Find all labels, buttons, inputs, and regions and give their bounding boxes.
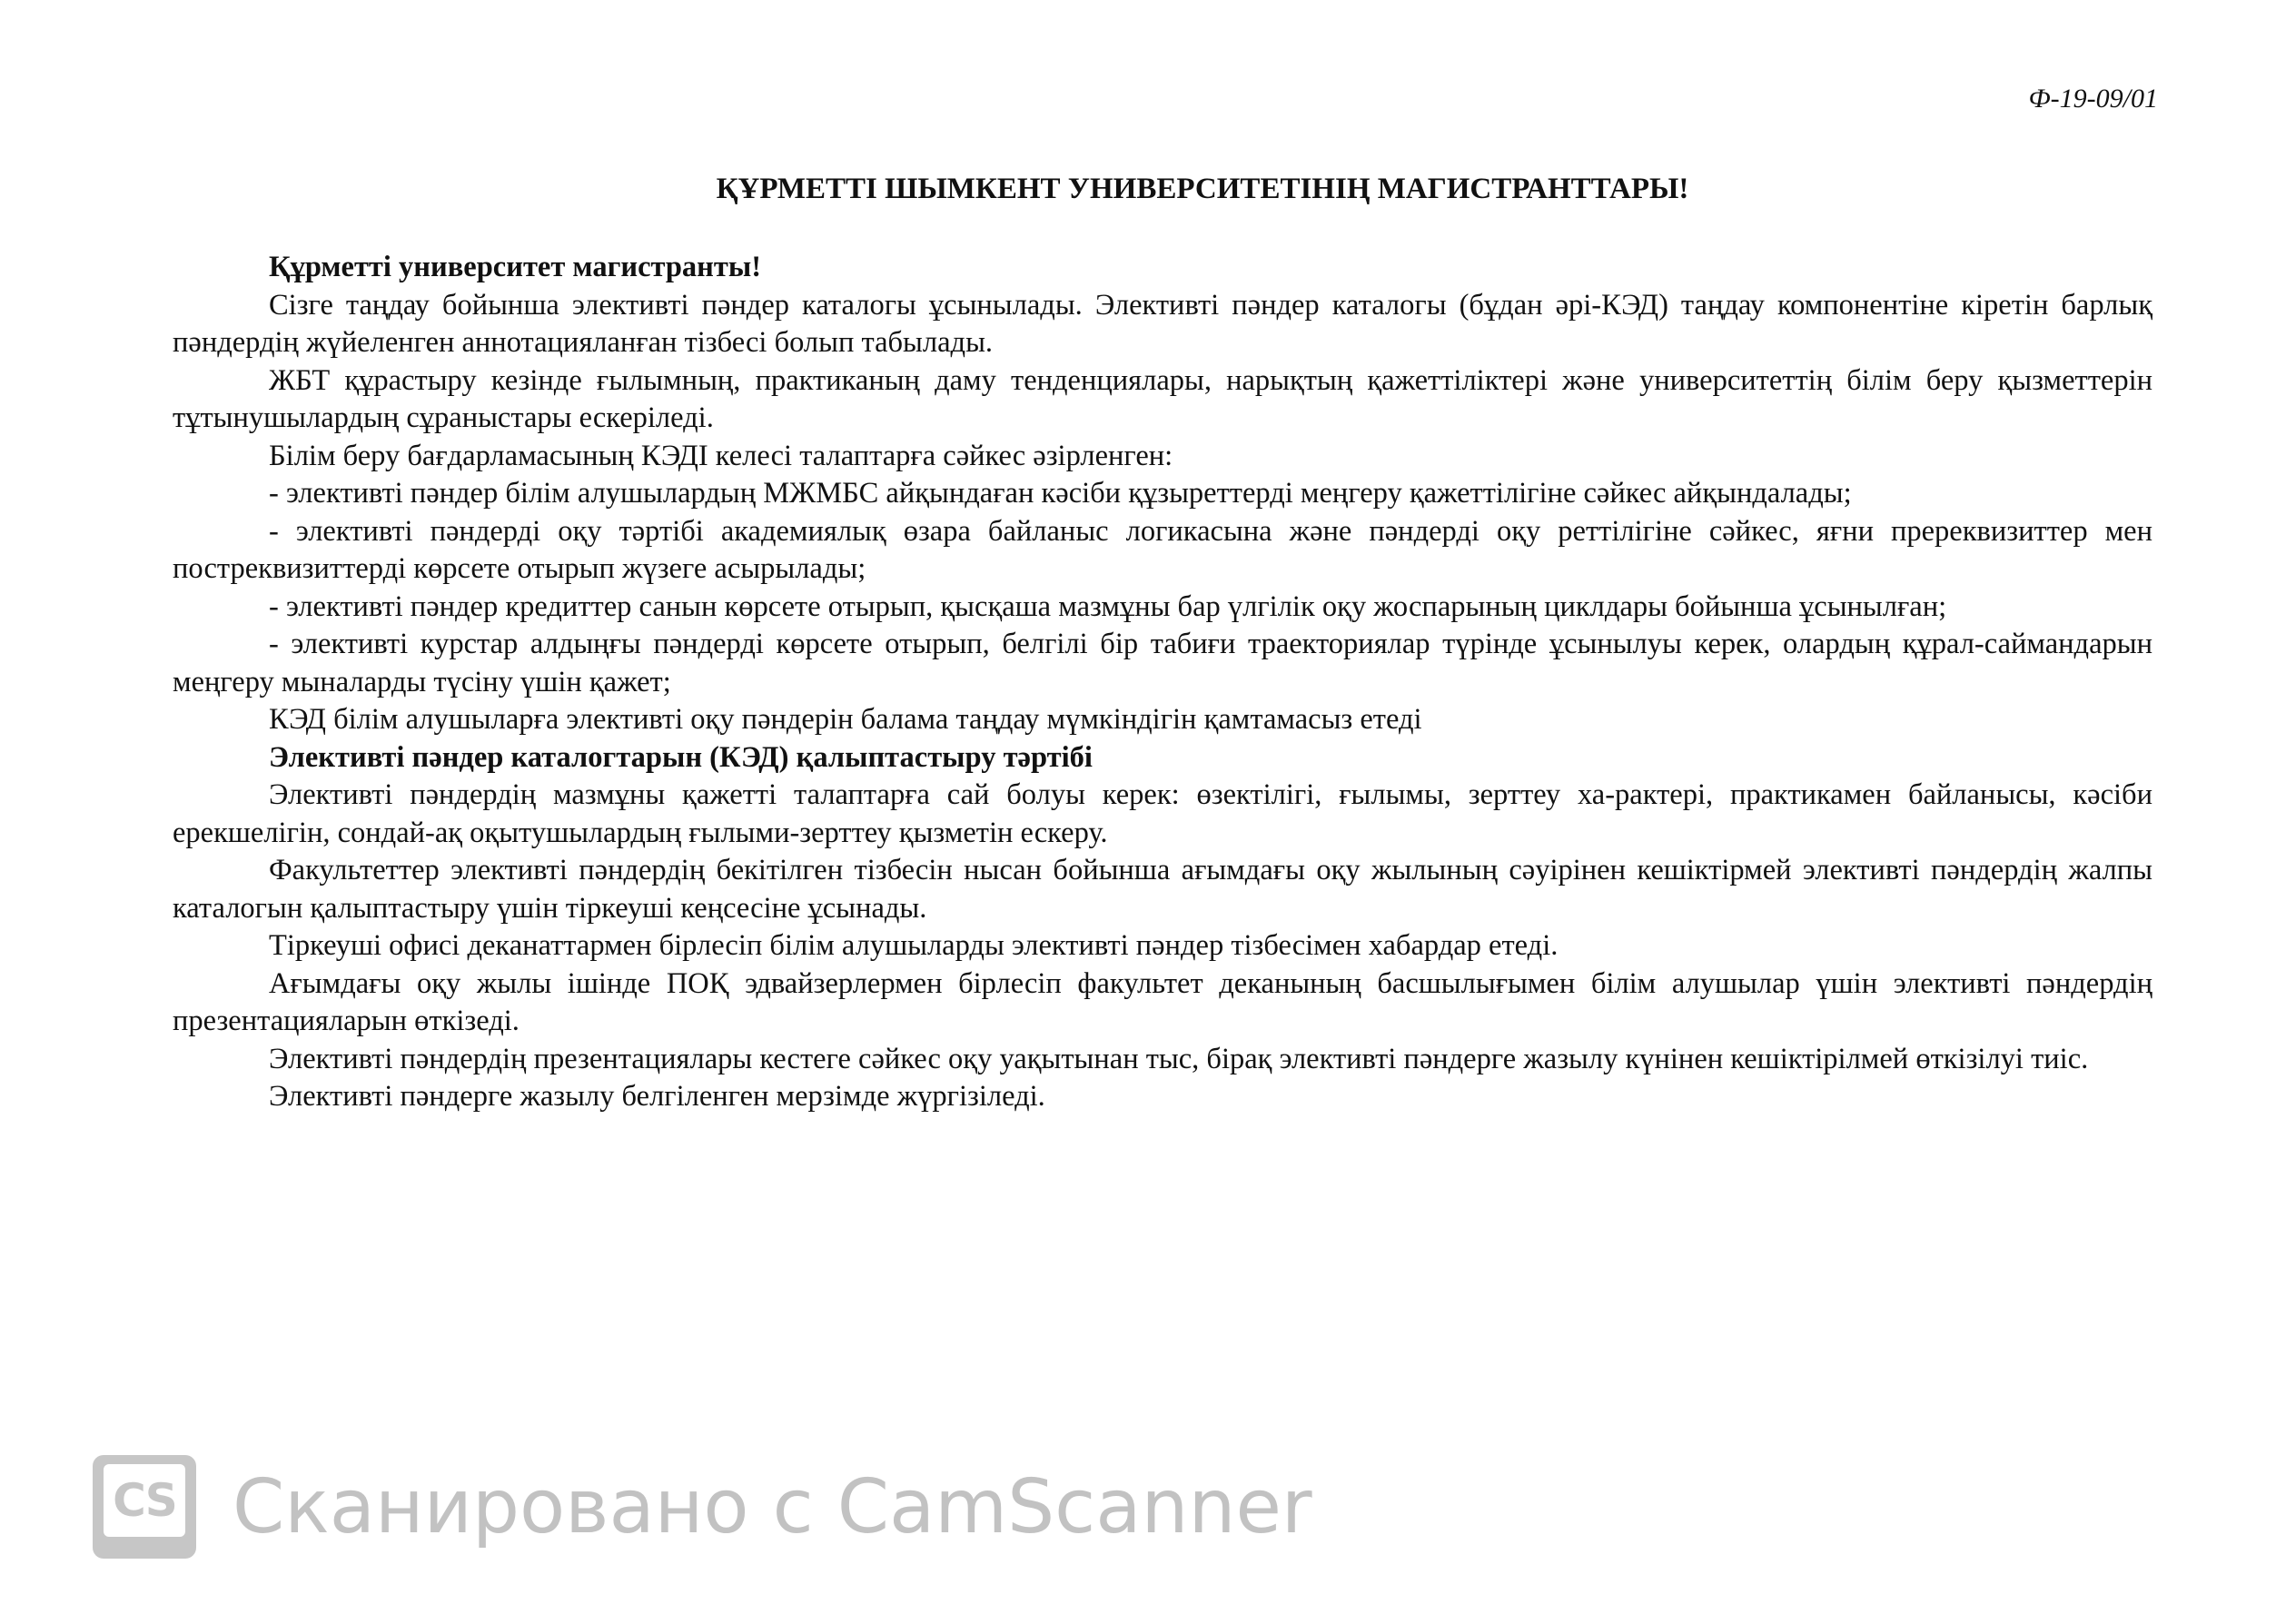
body-paragraph: Элективті пәндерге жазылу белгіленген мерзімде жүргізіледі.: [269, 1080, 1045, 1113]
form-code: Ф-19-09/01: [2028, 84, 2158, 114]
body-paragraph: Тіркеуші офисі деканаттармен бірлесіп білім алушыларды элективті пәндер тізбесімен хабардар етеді.: [269, 929, 1559, 962]
camscanner-watermark: [93, 1455, 1312, 1559]
body-paragraph: - элективті курстар алдыңғы пәндерді көрсете отырып, белгілі бір табиғи траекториялар түрінде ұсынылуы керек, олардың құрал-саймандарын меңгеру мыналарды түсіну үшін қажет;: [173, 628, 2152, 698]
body-paragraph: Элективті пәндердің презентациялары кестеге сәйкес оқу уақытынан тыс, бірақ элективті пәндерге жазылу күнінен кешіктірілмей өткізілуі тиіс.: [269, 1042, 2089, 1075]
section-heading: Элективті пәндер каталогтарын (КЭД) қалыптастыру тәртібі: [269, 740, 1093, 774]
body-paragraph: - элективті пәндерді оқу тәртібі академиялық өзара байланыс логикасына және пәндерді оқу реттілігіне сәйкес, яғни пререквизиттер мен постреквизиттерді көрсете отырып жүзеге асырылады;: [173, 514, 2152, 585]
body-paragraph: - элективті пәндер білім алушылардың МЖМБС айқындаған кәсіби құзыреттерді меңгеру қажеттілігіне сәйкес айқындалады;: [269, 477, 1852, 510]
camscanner-logo-icon: [93, 1455, 196, 1559]
camscanner-logo-text: CS: [104, 1464, 185, 1537]
body-paragraph: Білім беру бағдарламасының КЭДІ келесі талаптарға сәйкес әзірленген:: [269, 439, 1173, 472]
document-title: ҚҰРМЕТТІ ШЫМКЕНТ УНИВЕРСИТЕТІНІҢ МАГИСТРАНТТАРЫ!: [716, 173, 1689, 205]
body-paragraph: ЖБТ құрастыру кезінде ғылымның, практиканың даму тенденциялары, нарықтың қажеттіліктері және университеттің білім беру қызметтерін тұтынушылардың сұраныстары ескеріледі.: [173, 363, 2152, 434]
body-paragraph: Факультеттер элективті пәндердің бекітілген тізбесін нысан бойынша ағымдағы оқу жылының сәуірінен кешіктірмей элективті пәндердің жалпы каталогын қалыптастыру үшін тіркеуші кеңсесіне ұсынады.: [173, 854, 2152, 925]
body-paragraph: Элективті пәндердің мазмұны қажетті талаптарға сай болуы керек: өзектілігі, ғылымы, зерттеу ха-рактері, практикамен байланысы, кәсіби ерекшелігін, сондай-ақ оқытушылардың ғылыми-зерттеу қызметін ескеру.: [173, 778, 2152, 849]
body-paragraph: Сізге таңдау бойынша элективті пәндер каталогы ұсынылады. Элективті пәндер каталогы (бұдан әрі-КЭД) таңдау компонентіне кіретін барлық пәндердің жүйеленген аннотацияланған тізбесі болып табылады.: [173, 288, 2152, 359]
document-body: [173, 249, 2152, 1116]
body-paragraph: Ағымдағы оқу жылы ішінде ПОҚ эдвайзерлермен бірлесіп факультет деканының басшылығымен білім алушылар үшін элективті пәндердің презентацияларын өткізеді.: [173, 966, 2152, 1037]
section-heading: Құрметті университет магистранты!: [269, 251, 762, 283]
body-paragraph: КЭД білім алушыларға элективті оқу пәндерін балама таңдау мүмкіндігін қамтамасыз етеді: [269, 703, 1422, 736]
body-paragraph: - элективті пәндер кредиттер санын көрсете отырып, қысқаша мазмұны бар үлгілік оқу жоспарының циклдары бойынша ұсынылған;: [269, 589, 1947, 623]
watermark-text: Сканировано с CamScanner: [233, 1463, 1312, 1550]
